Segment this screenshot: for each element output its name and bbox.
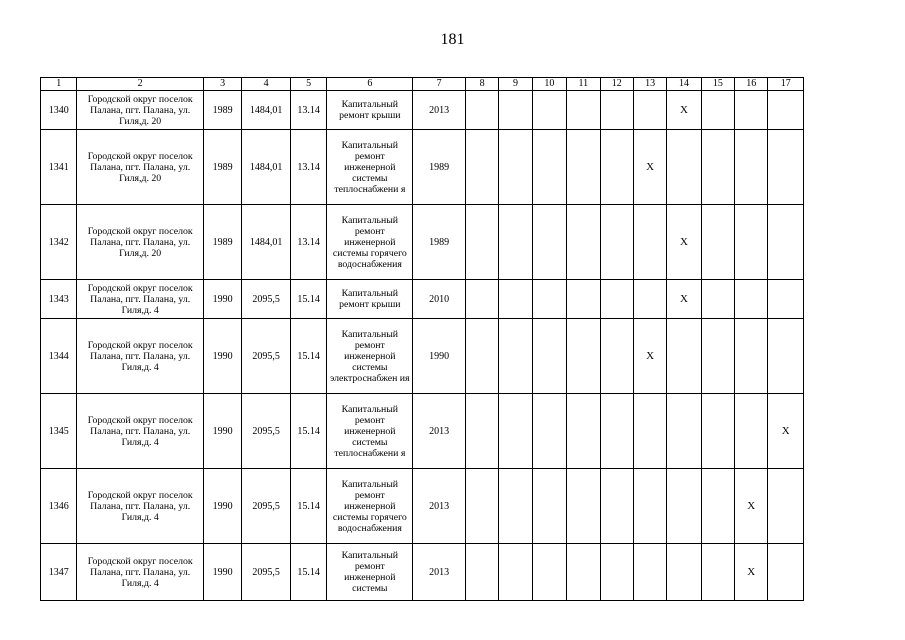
- mark-cell: Х: [667, 205, 701, 280]
- row-number: 1347: [41, 544, 77, 601]
- empty-cell: [567, 280, 600, 319]
- column-header-6: 6: [327, 78, 413, 91]
- empty-cell: [701, 280, 734, 319]
- empty-cell: [532, 130, 566, 205]
- header-row: [41, 78, 804, 91]
- empty-cell: [465, 280, 498, 319]
- mark-cell: Х: [667, 280, 701, 319]
- empty-cell: [600, 205, 633, 280]
- empty-cell: [465, 469, 498, 544]
- repair-year-cell: 1990: [413, 319, 466, 394]
- empty-cell: [735, 91, 768, 130]
- empty-cell: [735, 394, 768, 469]
- empty-cell: [567, 319, 600, 394]
- empty-cell: [499, 544, 532, 601]
- page-number: 181: [440, 31, 465, 48]
- table-row: [41, 205, 804, 280]
- row-number: 1340: [41, 91, 77, 130]
- build-year-cell: 1990: [203, 394, 241, 469]
- repair-year-cell: 2013: [413, 544, 466, 601]
- empty-cell: [499, 319, 532, 394]
- column-5-cell: 15.14: [290, 280, 326, 319]
- empty-cell: [532, 544, 566, 601]
- area-cell: 1484,01: [242, 130, 291, 205]
- column-header-8: 8: [465, 78, 498, 91]
- empty-cell: [600, 319, 633, 394]
- repair-year-cell: 2013: [413, 394, 466, 469]
- table-body: [41, 78, 804, 601]
- column-header-5: 5: [290, 78, 326, 91]
- empty-cell: [567, 91, 600, 130]
- empty-cell: [499, 91, 532, 130]
- column-5-cell: 13.14: [290, 130, 326, 205]
- column-header-1: 1: [41, 78, 77, 91]
- empty-cell: [768, 544, 804, 601]
- column-header-13: 13: [633, 78, 666, 91]
- work-type-cell: Капитальный ремонт инженерной системы горячего водоснабжения: [327, 205, 413, 280]
- empty-cell: [701, 91, 734, 130]
- row-number: 1345: [41, 394, 77, 469]
- repair-year-cell: 2013: [413, 469, 466, 544]
- area-cell: 2095,5: [242, 394, 291, 469]
- empty-cell: [735, 205, 768, 280]
- empty-cell: [567, 469, 600, 544]
- work-type-cell: Капитальный ремонт инженерной системы горячего водоснабжения: [327, 469, 413, 544]
- row-number: 1344: [41, 319, 77, 394]
- column-header-16: 16: [735, 78, 768, 91]
- mark-cell: Х: [735, 544, 768, 601]
- mark-cell: Х: [633, 319, 666, 394]
- row-number: 1343: [41, 280, 77, 319]
- empty-cell: [633, 394, 666, 469]
- empty-cell: [667, 544, 701, 601]
- empty-cell: [465, 319, 498, 394]
- empty-cell: [499, 205, 532, 280]
- empty-cell: [499, 394, 532, 469]
- column-header-14: 14: [667, 78, 701, 91]
- column-header-9: 9: [499, 78, 532, 91]
- area-cell: 1484,01: [242, 91, 291, 130]
- empty-cell: [600, 280, 633, 319]
- empty-cell: [567, 130, 600, 205]
- area-cell: 1484,01: [242, 205, 291, 280]
- address-cell: Городской округ поселок Палана, пгт. Палана, ул. Гиля,д. 4: [77, 469, 203, 544]
- repair-year-cell: 2013: [413, 91, 466, 130]
- empty-cell: [701, 130, 734, 205]
- address-cell: Городской округ поселок Палана, пгт. Палана, ул. Гиля,д. 4: [77, 319, 203, 394]
- work-type-cell: Капитальный ремонт инженерной системы теплоснабжени я: [327, 394, 413, 469]
- empty-cell: [532, 91, 566, 130]
- repair-year-cell: 1989: [413, 205, 466, 280]
- empty-cell: [768, 319, 804, 394]
- table-row: [41, 280, 804, 319]
- work-type-cell: Капитальный ремонт инженерной системы теплоснабжени я: [327, 130, 413, 205]
- empty-cell: [633, 205, 666, 280]
- empty-cell: [701, 544, 734, 601]
- column-5-cell: 13.14: [290, 205, 326, 280]
- area-cell: 2095,5: [242, 280, 291, 319]
- row-number: 1342: [41, 205, 77, 280]
- build-year-cell: 1990: [203, 544, 241, 601]
- column-header-11: 11: [567, 78, 600, 91]
- address-cell: Городской округ поселок Палана, пгт. Палана, ул. Гиля,д. 4: [77, 544, 203, 601]
- empty-cell: [768, 205, 804, 280]
- empty-cell: [532, 469, 566, 544]
- mark-cell: Х: [633, 130, 666, 205]
- empty-cell: [600, 394, 633, 469]
- row-number: 1341: [41, 130, 77, 205]
- column-5-cell: 15.14: [290, 319, 326, 394]
- empty-cell: [499, 130, 532, 205]
- empty-cell: [633, 544, 666, 601]
- build-year-cell: 1989: [203, 205, 241, 280]
- empty-cell: [735, 319, 768, 394]
- mark-cell: Х: [735, 469, 768, 544]
- table-row: [41, 130, 804, 205]
- empty-cell: [768, 130, 804, 205]
- work-type-cell: Капитальный ремонт инженерной системы электроснабжен ия: [327, 319, 413, 394]
- area-cell: 2095,5: [242, 319, 291, 394]
- empty-cell: [768, 469, 804, 544]
- table-row: [41, 394, 804, 469]
- mark-cell: Х: [667, 91, 701, 130]
- column-header-3: 3: [203, 78, 241, 91]
- build-year-cell: 1990: [203, 319, 241, 394]
- address-cell: Городской округ поселок Палана, пгт. Палана, ул. Гиля,д. 4: [77, 394, 203, 469]
- empty-cell: [735, 130, 768, 205]
- build-year-cell: 1990: [203, 280, 241, 319]
- empty-cell: [532, 394, 566, 469]
- repair-year-cell: 2010: [413, 280, 466, 319]
- column-header-4: 4: [242, 78, 291, 91]
- table-row: [41, 469, 804, 544]
- empty-cell: [633, 91, 666, 130]
- empty-cell: [600, 469, 633, 544]
- table-row: [41, 544, 804, 601]
- address-cell: Городской округ поселок Палана, пгт. Палана, ул. Гиля,д. 20: [77, 130, 203, 205]
- column-header-12: 12: [600, 78, 633, 91]
- empty-cell: [465, 394, 498, 469]
- empty-cell: [567, 205, 600, 280]
- build-year-cell: 1989: [203, 130, 241, 205]
- column-header-2: 2: [77, 78, 203, 91]
- empty-cell: [499, 469, 532, 544]
- column-5-cell: 15.14: [290, 544, 326, 601]
- table-row: [41, 319, 804, 394]
- empty-cell: [667, 394, 701, 469]
- build-year-cell: 1990: [203, 469, 241, 544]
- column-header-10: 10: [532, 78, 566, 91]
- empty-cell: [701, 319, 734, 394]
- column-5-cell: 15.14: [290, 469, 326, 544]
- empty-cell: [667, 319, 701, 394]
- empty-cell: [600, 91, 633, 130]
- work-type-cell: Капитальный ремонт инженерной системы: [327, 544, 413, 601]
- repair-year-cell: 1989: [413, 130, 466, 205]
- empty-cell: [465, 130, 498, 205]
- empty-cell: [532, 280, 566, 319]
- address-cell: Городской округ поселок Палана, пгт. Палана, ул. Гиля,д. 20: [77, 205, 203, 280]
- empty-cell: [567, 544, 600, 601]
- empty-cell: [667, 469, 701, 544]
- work-type-cell: Капитальный ремонт крыши: [327, 91, 413, 130]
- empty-cell: [701, 205, 734, 280]
- empty-cell: [465, 544, 498, 601]
- column-header-7: 7: [413, 78, 466, 91]
- column-5-cell: 13.14: [290, 91, 326, 130]
- column-header-17: 17: [768, 78, 804, 91]
- empty-cell: [532, 319, 566, 394]
- build-year-cell: 1989: [203, 91, 241, 130]
- area-cell: 2095,5: [242, 469, 291, 544]
- row-number: 1346: [41, 469, 77, 544]
- column-header-15: 15: [701, 78, 734, 91]
- address-cell: Городской округ поселок Палана, пгт. Палана, ул. Гиля,д. 4: [77, 280, 203, 319]
- work-type-cell: Капитальный ремонт крыши: [327, 280, 413, 319]
- empty-cell: [465, 205, 498, 280]
- empty-cell: [701, 394, 734, 469]
- empty-cell: [768, 280, 804, 319]
- column-5-cell: 15.14: [290, 394, 326, 469]
- empty-cell: [768, 91, 804, 130]
- area-cell: 2095,5: [242, 544, 291, 601]
- empty-cell: [633, 469, 666, 544]
- address-cell: Городской округ поселок Палана, пгт. Палана, ул. Гиля,д. 20: [77, 91, 203, 130]
- empty-cell: [667, 130, 701, 205]
- empty-cell: [465, 91, 498, 130]
- mark-cell: Х: [768, 394, 804, 469]
- repair-schedule-table: [40, 77, 804, 601]
- empty-cell: [600, 544, 633, 601]
- empty-cell: [633, 280, 666, 319]
- empty-cell: [499, 280, 532, 319]
- table-row: [41, 91, 804, 130]
- empty-cell: [735, 280, 768, 319]
- empty-cell: [701, 469, 734, 544]
- empty-cell: [532, 205, 566, 280]
- empty-cell: [600, 130, 633, 205]
- empty-cell: [567, 394, 600, 469]
